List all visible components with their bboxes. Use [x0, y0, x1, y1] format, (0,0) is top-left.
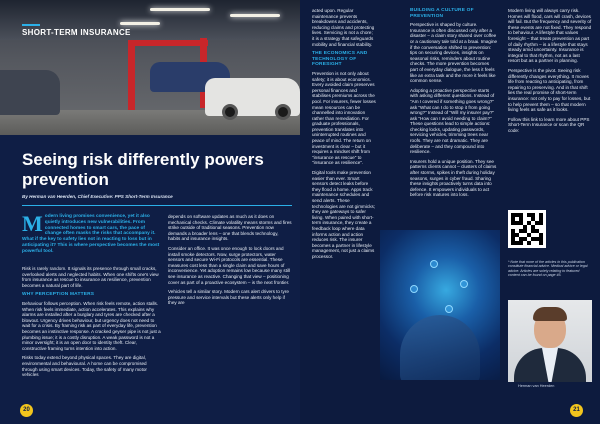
qr-pattern [511, 213, 543, 245]
lead-paragraph [22, 211, 162, 255]
page-number: 21 [570, 404, 583, 417]
paragraph: Digital tools make prevention easier than ever. Smart sensors detect leaks before they flood a home. Apps track maintenance schedules and send alerts. These technologies are not gimmicks; they are gateways to safer living. When paired with short-term insurance, they create a feedback loop where data informs action and action reduces risk. The insurer becomes a partner in lifestyle management, not just a claims processor. [312, 170, 376, 259]
author-portrait [508, 300, 592, 382]
paragraph: Behaviour follows perception. When risk feels remote, action stalls. When risk feels immediate, action accelerates. This explains why alarms are installed after a burglary and tyres are checked after a blowout. Urgency drives behaviour, but urgency does not need to wait for a crisis. By framing risk as part of everyday life, prevention becomes an instinctive response. A cracked geyser pipe is not just a plumbing issue; it is a costly disruption. A weak password is not a minor oversight; it is an open door to identity theft. Clear, constructive framing turns intention into action. [22, 300, 161, 351]
paragraph: Risk is rarely random. It signals its presence through small cracks, overlooked alerts and neglected habits. When one shifts one's view from insurance as rescue to insurance as resilience, prevention becomes a natural part of life. [22, 266, 159, 288]
paragraph: Prevention is not only about safety; it is about economics. Every avoided claim preserves personal finances and stabilises premiums across the pool. For insurers, fewer losses mean resources can be channelled into innovation rather than remediation. For graduate professionals, prevention translates into uninterrupted routines and peace of mind. The return on investment is clear – but it requires a mindset shift from "insurance as rescue" to "insurance as resilience". [312, 70, 376, 166]
paragraph: Modern living will always carry risk. Homes will flood, cars will crash, devices will fail. But the frequency and severity of these events are not fixed. They respond to behaviour. A lifestyle that values foresight – that treats prevention as part of daily rhythm – is a lifestyle that stays steady amid uncertainty. Insurance is integral to that rhythm, not as a last resort but as a partner in planning. [508, 8, 592, 64]
subheading: THE ECONOMICS AND TECHNOLOGY OF FORESIGHT [312, 51, 368, 68]
network-node [460, 280, 468, 288]
paragraph: Vehicles tell a similar story. Modern cars alert drivers to tyre pressure and service intervals but these alerts only help if they are [168, 289, 289, 306]
paragraph: Follow this link to learn more about PPS Short-Term Insurance or scan the QR code: [508, 116, 590, 133]
technology-hand-image [380, 230, 500, 380]
car-wheel [275, 104, 291, 120]
left-column-1 [22, 266, 162, 382]
article-headline: Seeing risk differently powers prevention [22, 150, 264, 189]
paragraph: Adopting a proactive perspective starts with asking different questions. Instead of "Am I covered if something goes wrong?" ask "What can I do to stop it from going wrong?" Instead of "Will my insurer pay?" ask "How can I avoid needing to claim?" These questions lead to simple actions: checking locks, updating passwords, servicing vehicles, trimming trees near roofs. They are not dramatic. They are deliberate – and they compound into resilience. [410, 87, 495, 155]
paragraph: acted upon. Regular maintenance prevents breakdowns and accidents, reducing claims and protecting lives. Servicing is not a chore; it is a strategy that safeguards mobility and financial stability. [312, 8, 375, 47]
paragraph: Risks today extend beyond physical spaces. They are digital, environmental and behavioural. A home can be compromised through using smart devices. Today, the safety of many motor vehicles [22, 355, 147, 378]
paragraph: Consider an office. It was once enough to lock doors and install smoke detectors. Now, surge protectors, water sensors and secure Wi-Fi protocols are essential. These measures cost less than a single claim and save hours of inconvenience. Yet adoption remains low because many still see insurance as reactive. Changing that view – positioning cover as part of a proactive ecosystem – is the next frontier. [168, 245, 291, 285]
dropcap: M [22, 211, 43, 236]
ceiling-light [120, 22, 160, 25]
portrait-hair [533, 307, 567, 321]
right-column-3 [508, 8, 592, 137]
hand-shape [400, 315, 480, 380]
page-number: 20 [20, 404, 33, 417]
right-page [300, 0, 600, 424]
paragraph: Insurers hold a unique position. They see patterns clients cannot – clusters of claims after storms, spikes in theft during holiday seasons, surges in cyber fraud. Sharing these insights proactively turns data into defence. It empowers individuals to act before risk matures into loss. [410, 158, 497, 198]
subheading: BUILDING A CULTURE OF PREVENTION [410, 8, 474, 19]
lift-post [128, 40, 135, 115]
paragraph: Perspective is shaped by culture. Insurance is often discussed only after a disaster – a claim story shared over coffee or a cautionary tale told at a braai. Imagine if the conversation shifted to prevention: tips on securing devices, insights on seasonal risks, reminders about routine checks. The more prevention becomes part of everyday dialogue, the less it feels like an extra task and the more it feels like common sense. [410, 22, 498, 84]
section-tag: SHORT-TERM INSURANCE [22, 28, 131, 37]
footnote: * Note that none of the articles in this publication constitute financial advice. Medical advice or legal advice. Articles are solely relating to featured content can be found on page 46. [508, 260, 588, 278]
left-column-2 [168, 214, 292, 310]
divider [22, 205, 292, 206]
network-node [430, 260, 438, 268]
ceiling-light [150, 8, 210, 11]
network-node [410, 285, 418, 293]
qr-code-icon[interactable] [508, 210, 546, 248]
byline: By Herman van Heerden, Chief Executive: PPS Short-Term Insurance [22, 194, 173, 199]
lift-beam [128, 40, 208, 46]
paragraph: Perspective is the pivot. Seeing risk differently changes everything. It moves life from reacting to anticipating, from repairing to preserving. And in that shift lies the real promise of short-term insurance: not only to pay for losses, but to help prevent them – so that modern living feels as safe as it looks. [508, 67, 591, 113]
lead-text: odern living promises convenience, yet it also quietly introduces new vulnerabilities. From connected homes to smart cars, the pace of change often masks the risks that accompany it. What if the key to safety lies not in reacting to loss but in anticipating it? This is where perspective becomes the most powerful tool. [22, 214, 160, 254]
right-column-1 [312, 8, 376, 264]
car-wheel [222, 104, 238, 120]
portrait-caption: Herman van Heerden [518, 384, 555, 388]
right-column-2 [410, 8, 498, 202]
ceiling-light [230, 14, 280, 17]
network-node [445, 305, 453, 313]
subheading: WHY PERCEPTION MATTERS [22, 292, 95, 298]
hero-image-garage [0, 0, 300, 135]
paragraph: depends on software updates as much as it does on mechanical checks. Climate volatility means storms and fires strike outside of traditional seasons. Prevention now demands a broader lens – one that blends technology, habits and insurance insights. [168, 214, 292, 242]
dark-car [0, 70, 60, 115]
